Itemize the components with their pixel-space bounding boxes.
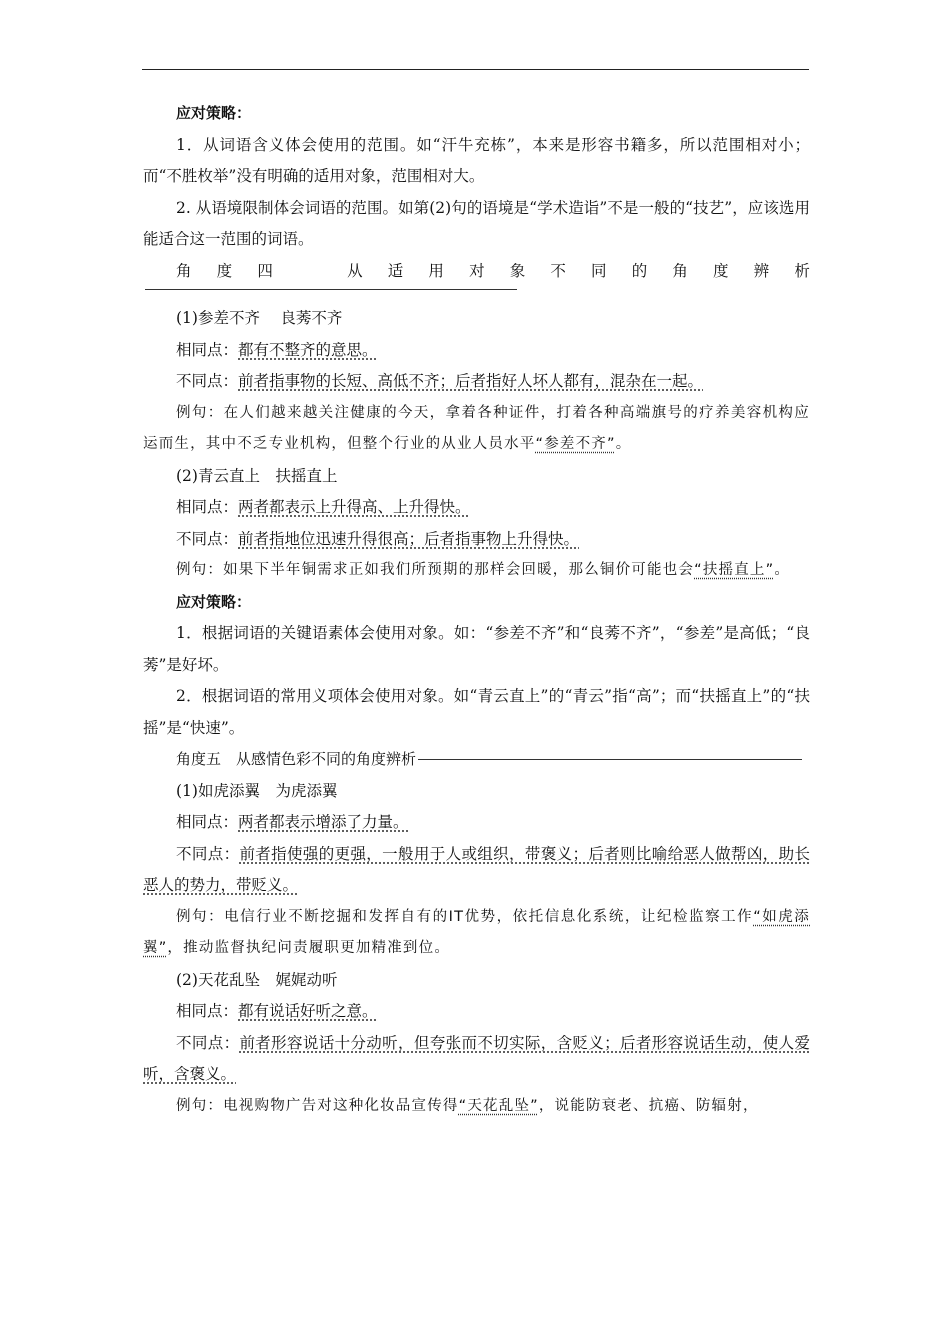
- section-rule: [145, 289, 517, 290]
- section-rule: [418, 759, 802, 760]
- example-sentence: 例句：电视购物广告对这种化妆品宣传得“天花乱坠”，说能防衰老、抗癌、防辐射，: [176, 1097, 759, 1114]
- strategy-heading: 应对策略：: [176, 592, 252, 611]
- diff-point: 不同点：前者指事物的长短、高低不齐；后者指好人坏人都有，混杂在一起。: [176, 372, 704, 390]
- strategy-item: 1．从词语含义体会使用的范围。如“汗牛充栋”，本来是形容书籍多，所以范围相对小；而“不胜枚举”没有明确的适用对象，范围相对大。: [143, 135, 810, 185]
- header-rule: [142, 69, 809, 70]
- item-title: (1)参差不齐 良莠不齐: [176, 309, 343, 327]
- diff-point: 不同点：前者指使强的更强，一般用于人或组织，带褒义；后者则比喻给恶人做帮凶，助长恶人的势力，带贬义。: [143, 844, 810, 894]
- diff-point: 不同点：前者指地位迅速升得很高；后者指事物上升得快。: [176, 529, 580, 548]
- strategy-item: 2．根据词语的常用义项体会使用对象。如“青云直上”的“青云”指“高”；而“扶摇直上”的“扶摇”是“快速”。: [143, 687, 810, 737]
- diff-point: 不同点：前者形容说话十分动听，但夸张而不切实际，含贬义；后者形容说话生动，使人爱听，含褒义。: [143, 1033, 810, 1083]
- strategy-item: 2. 从语境限制体会词语的范围。如第(2)句的语境是“学术造诣”不是一般的“技艺”，应该选用能适合这一范围的词语。: [143, 198, 810, 248]
- section-heading-angle5: 角度五 从感情色彩不同的角度辨析: [143, 744, 810, 776]
- example-sentence: 例句：如果下半年铜需求正如我们所预期的那样会回暖，那么铜价可能也会“扶摇直上”。: [176, 562, 791, 578]
- example-sentence: 例句：电信行业不断挖掘和发挥自有的IT优势，依托信息化系统，让纪检监察工作“如虎添翼”，推动监督执纪问责履职更加精准到位。: [143, 908, 811, 956]
- document-body: [143, 98, 810, 1122]
- item-title: (2)青云直上 扶摇直上: [176, 466, 338, 485]
- example-sentence: 例句：在人们越来越关注健康的今天，拿着各种证件，打着各种高端旗号的疗养美容机构应运而生，其中不乏专业机构，但整个行业的从业人员水平“参差不齐”。: [143, 404, 810, 452]
- same-point: 相同点：两者都表示上升得高、上升得快。: [176, 498, 471, 516]
- same-point: 相同点：都有不整齐的意思。: [176, 340, 378, 359]
- strategy-item: 1．根据词语的关键语素体会使用对象。如：“参差不齐”和“良莠不齐”，“参差”是高低；“良莠”是好坏。: [143, 624, 810, 674]
- item-title: (1)如虎添翼 为虎添翼: [176, 781, 338, 800]
- same-point: 相同点：两者都表示增添了力量。: [176, 813, 409, 831]
- item-title: (2)天花乱坠 娓娓动听: [176, 970, 338, 989]
- section-heading-angle4: 角 度 四 从 适 用 对 象 不 同 的 角 度 辨 析: [176, 261, 810, 280]
- strategy-heading: 应对策略：: [176, 104, 252, 122]
- same-point: 相同点：都有说话好听之意。: [176, 1002, 378, 1020]
